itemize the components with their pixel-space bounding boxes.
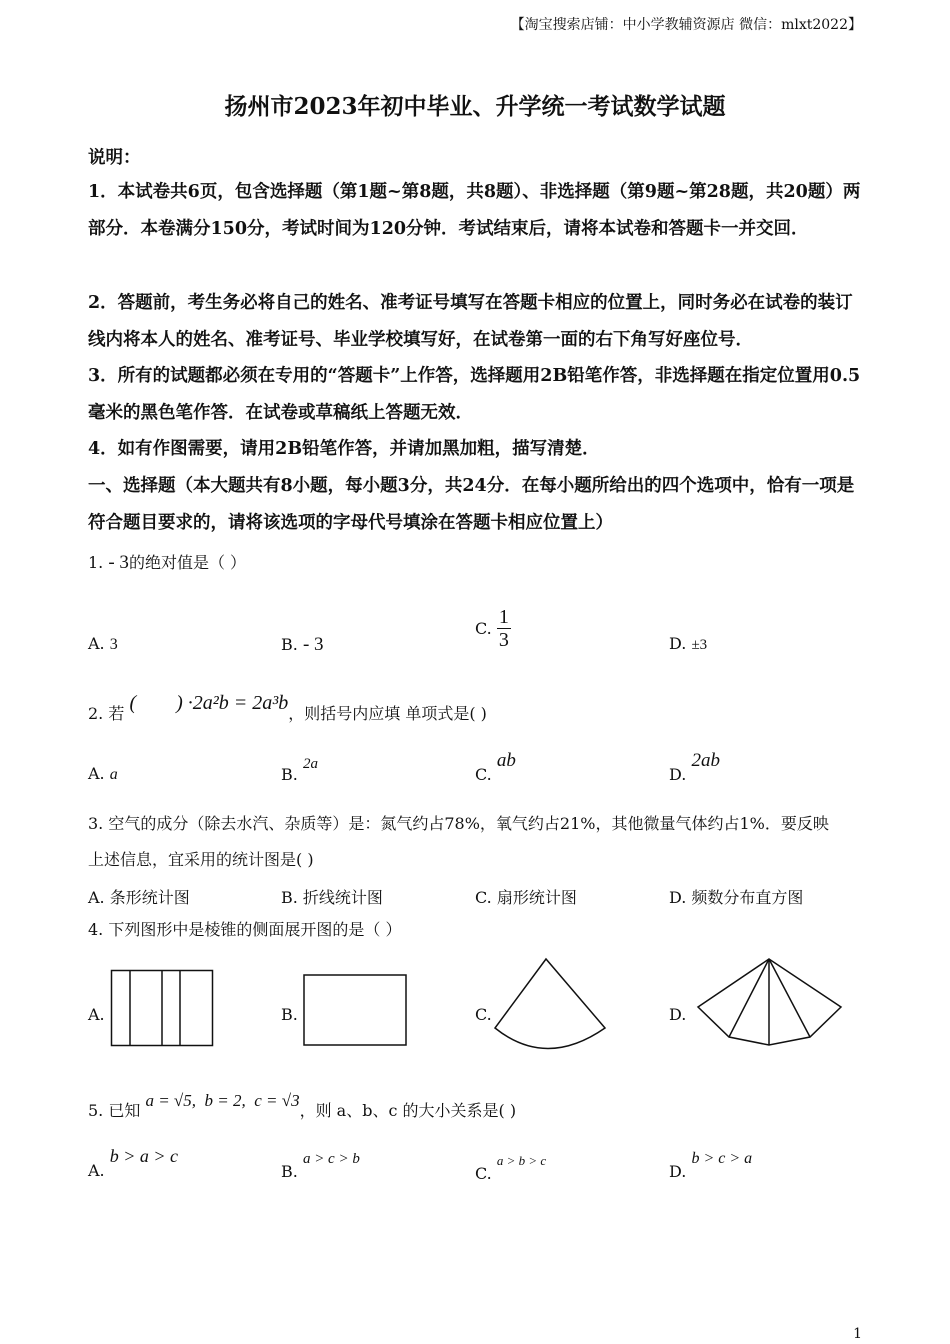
q5-option-b: B. a > c > b — [281, 1151, 360, 1181]
q5-expression: a = √5, b = 2, c = √3 — [145, 1091, 300, 1110]
shop-header: 【淘宝搜索店铺：中小学教辅资源店 微信：mlxt2022】 — [510, 17, 862, 33]
q2-option-b: B. 2a — [281, 756, 318, 784]
instruction-item-2: 2．答题前，考生务必将自己的姓名、准考证号填写在答题卡相应的位置上，同时务必在试卷的装订线内将本人的姓名、准考证号、毕业学校填写好，在试卷第一面的右下角写好座位号． — [88, 293, 853, 350]
q5-option-c: C. a > b > c — [475, 1153, 547, 1183]
q2-expression: ( ) ·2a²b = 2a³b — [129, 692, 289, 714]
q2-option-a: A. a — [88, 764, 118, 783]
q3-option-d: D. 频数分布直方图 — [669, 888, 804, 907]
q4-option-c-label: C. — [475, 1005, 492, 1024]
instruction-item-1: 1．本试卷共6页，包含选择题（第1题~第8题，共8题）、非选择题（第9题~第28题，共20题）两部分．本卷满分150分，考试时间为120分钟．考试结束后，请将本试卷和答题卡一并交回． — [88, 182, 861, 239]
instructions-heading: 说明： — [88, 148, 141, 168]
q5-prefix: 5. 已知 — [88, 1101, 141, 1120]
q1-fraction: $\frac{1}{3}$ — [498, 606, 509, 651]
question-5 — [88, 1093, 868, 1129]
q3-option-c: C. 扇形统计图 — [475, 888, 577, 907]
instruction-item-3: 3．所有的试题都必须在专用的“答题卡”上作答，选择题用2B铅笔作答，非选择题在指定位置用0.5毫米的黑色笔作答．在试卷或草稿纸上答题无效． — [88, 366, 861, 423]
q4-figure-b — [300, 970, 410, 1050]
q1-stem: 的绝对值是（ ） — [128, 553, 247, 572]
question-4: 4. 下列图形中是棱锥的侧面展开图的是（ ） — [88, 920, 402, 939]
page-number: 1 — [853, 1326, 862, 1342]
section-heading: 一、选择题（本大题共有8小题，每小题3分，共24分．在每小题所给出的四个选项中，恰有一项是符合题目要求的，请将该选项的字母代号填涂在答题卡相应位置上） — [88, 476, 855, 533]
q5-option-d: D. b > c > a — [669, 1150, 753, 1181]
q1-expression: - 3 — [108, 552, 129, 573]
q2-option-d: D. 2ab — [669, 750, 720, 784]
q1-option-c: C. $\frac{1}{3}$ — [475, 606, 509, 651]
q5-stem: ，则 a、b、c 的大小关系是( ) — [299, 1101, 517, 1120]
q4-option-a-label: A. — [88, 1005, 105, 1024]
q3-option-a: A. 条形统计图 — [88, 888, 190, 907]
question-2 — [88, 692, 868, 732]
question-3-line-2: 上述信息，宜采用的统计图是( ) — [88, 850, 314, 869]
question-1 — [88, 545, 868, 581]
q1-option-d: D. ±3 — [669, 634, 708, 653]
q1-prefix: 1. — [88, 553, 104, 572]
q1-option-a: A. 3 — [88, 634, 118, 653]
q4-figure-c — [490, 955, 610, 1053]
q4-option-d-label: D. — [669, 1005, 687, 1024]
q1-option-b: B. - 3 — [281, 634, 324, 655]
q4-figure-d — [690, 955, 846, 1051]
q5-option-a: A. b > a > c — [88, 1146, 179, 1180]
q2-option-c: C. ab — [475, 750, 516, 784]
q2-stem: ，则括号内应填 单项式是( ) — [288, 704, 487, 723]
q4-option-b-label: B. — [281, 1005, 298, 1024]
q4-figure-a — [108, 966, 218, 1050]
question-3-line-1: 3. 空气的成分（除去水汽、杂质等）是：氮气约占78%，氧气约占21%，其他微量气体约占1%．要反映 — [88, 814, 829, 833]
q2-prefix: 2. 若 — [88, 704, 125, 723]
exam-title: 扬州市2023年初中毕业、升学统一考试数学试题 — [224, 93, 726, 120]
instruction-item-4: 4．如有作图需要，请用2B铅笔作答，并请加黑加粗，描写清楚． — [88, 439, 600, 459]
q3-option-b: B. 折线统计图 — [281, 888, 383, 907]
